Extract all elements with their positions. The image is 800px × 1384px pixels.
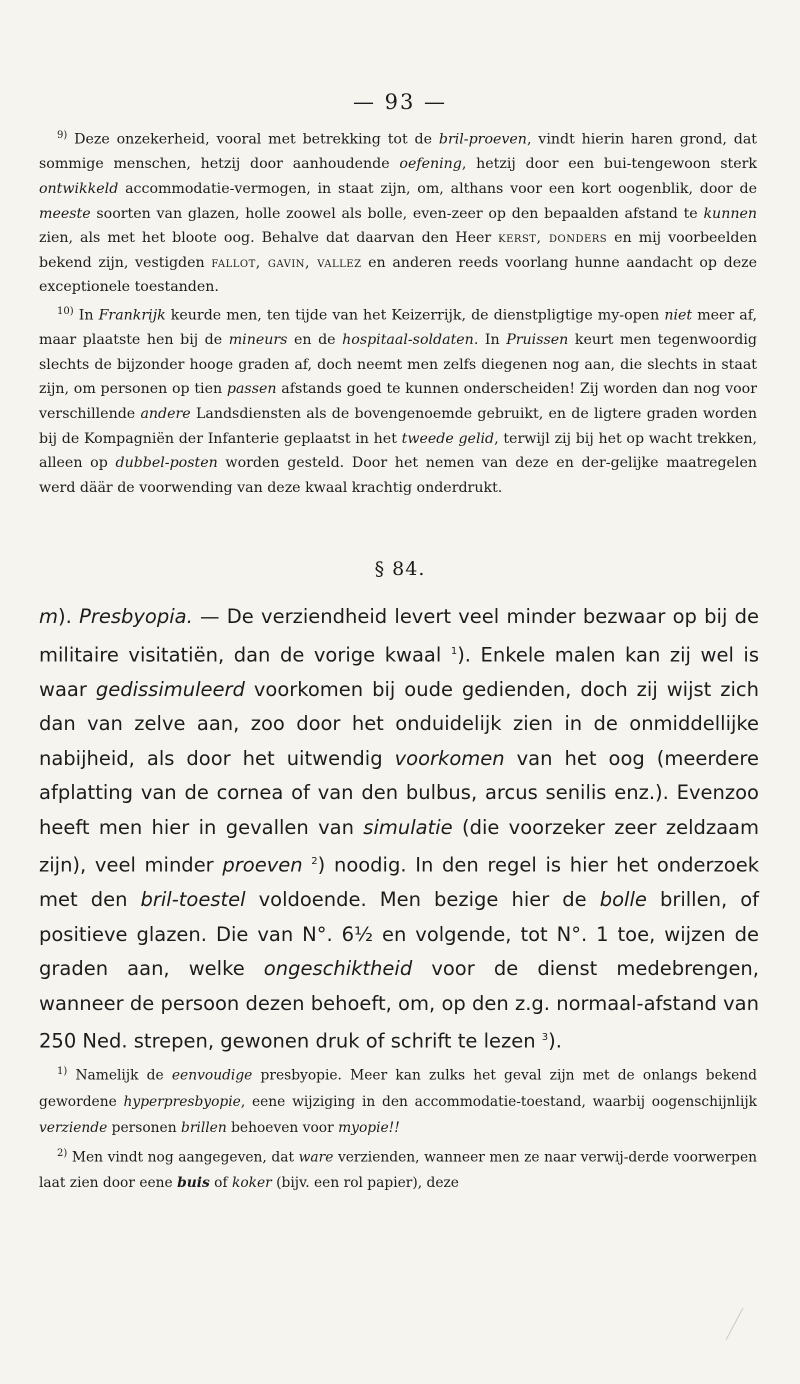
page-number: — 93 — <box>352 90 448 114</box>
footnotes-continued <box>39 124 757 500</box>
pencil-mark <box>726 1308 744 1340</box>
footnotes <box>39 1059 757 1196</box>
section-heading: § 84. <box>374 558 426 580</box>
footnote-1: $^{1)}$ Namelijk de eenvoudige presbyopie. Meer kan zulks het geval zijn met de onlangs bekend gewordene hyperpresbyopie, eene wijziging in den accommodatie-toestand, waarbij oogenschijnlijk verziende personen brillen behoeven voor myopie!! <box>39 1066 757 1136</box>
presbyopia-paragraph: m). Presbyopia. — De verziendheid levert veel minder bezwaar op bij de militaire visitatiën, dan de vorige kwaal $^1$). Enkele malen kan zij wel is waar gedissimuleerd voorkomen bij oude gedienden, doch zij wijst zich dan van zelve aan, zoo door het onduidelijk zien in de onmiddellijke nabijheid, als door het uitwendig voorkomen van het oog (meerdere afplatting van de cornea of van den bulbus, arcus senilis enz.). Evenzoo heeft men hier in gevallen van simulatie (die voorzeker zeer zeldzaam zijn), veel minder proeven $^2$) noodig. In den regel is hier het onderzoek met den bril-toestel voldoende. Men bezige hier de bolle brillen, of positieve glazen. Die van N°. 6½ en volgende, tot N°. 1 toe, wijzen de graden aan, welke ongeschiktheid voor de dienst medebrengen, wanneer de persoon dezen behoeft, om, op den z.g. normaal-afstand van 250 Ned. strepen, gewonen druk of schrift te lezen $^3$). <box>39 605 760 1053</box>
footnote-2: $^{2)}$ Men vindt nog aangegeven, dat ware verzienden, wanneer men ze naar verwij-derde voorwerpen laat zien door eene buis of koker (bijv. een rol papier), deze <box>39 1147 758 1192</box>
footnote-10: $^{10)}$ In Frankrijk keurde men, ten tijde van het Keizerrijk, de dienstpligtige my-open niet meer af, maar plaatste hen bij de mineurs en de hospitaal-soldaten. In Pruissen keurt men tegenwoordig slechts de bijzonder hooge graden af, doch neemt men zelfs diegenen nog aan, die slechts in staat zijn, om personen op tien passen afstands goed te kunnen onderscheiden! Zij worden dan nog voor verschillende andere Landsdiensten als de bovengenoemde gebruikt, en de ligtere graden worden bij de Kompagniën der Infanterie geplaatst in het tweede gelid, terwijl zij bij het op wacht trekken, alleen op dubbel-posten worden gesteld. Door het nemen van deze en der-gelijke maatregelen werd däär de voorwending van deze kwaal krachtig onderdrukt. <box>39 305 758 496</box>
footnote-9: $^{9)}$ Deze onzekerheid, vooral met betrekking tot de bril-proeven, vindt hierin haren grond, dat sommige menschen, hetzij door aanhoudende oefening, hetzij door een bui-tengewoon sterk ontwikkeld accommodatie-vermogen, in staat zijn, om, althans voor een kort oogenblik, door de meeste soorten van glazen, holle zoowel als bolle, even-zeer op den bepaalden afstand te kunnen zien, als met het bloote oog. Behalve dat daarvan den Heer kerst, donders en mij voorbeelden bekend zijn, vestigden fallot, gavin, vallez en anderen reeds voorlang hunne aandacht op deze exceptionele toestanden. <box>39 130 758 296</box>
main-text <box>39 600 759 1059</box>
